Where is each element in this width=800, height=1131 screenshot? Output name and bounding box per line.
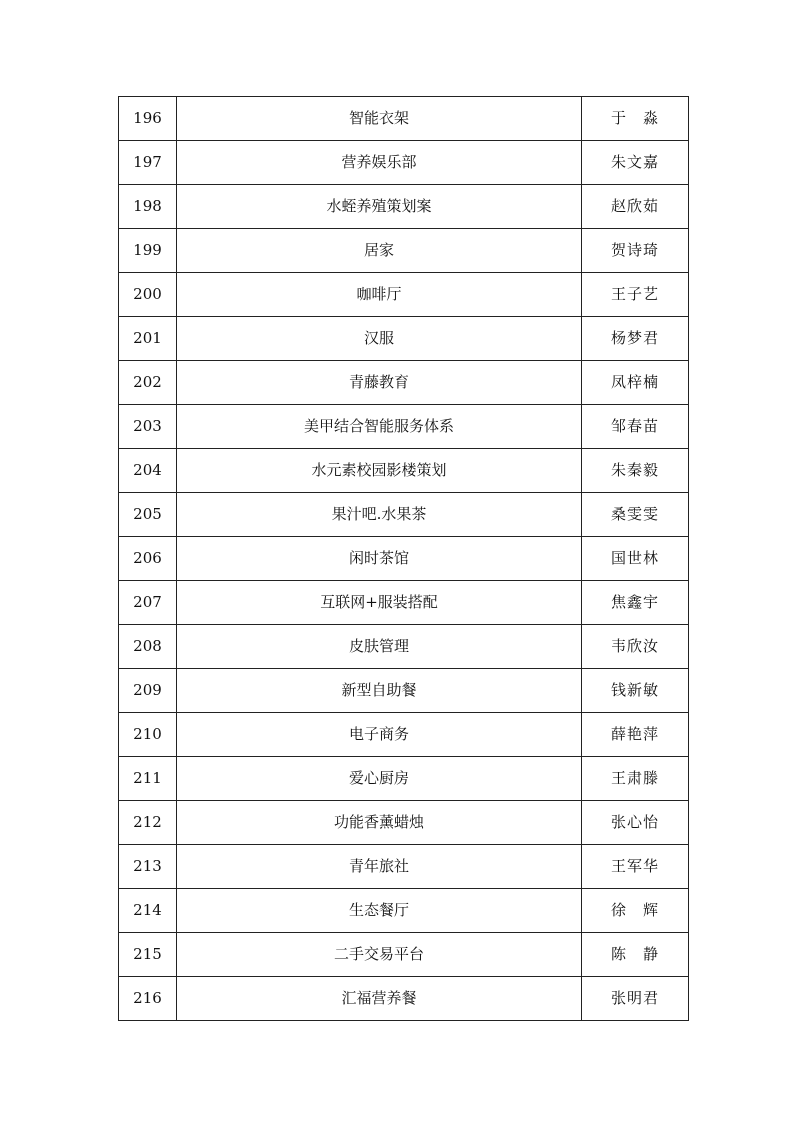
- project-name-cell: 二手交易平台: [177, 933, 582, 977]
- person-name-cell: 贺诗琦: [582, 229, 689, 273]
- project-name-cell: 居家: [177, 229, 582, 273]
- person-name-cell: 张心怡: [582, 801, 689, 845]
- row-number-cell: 209: [119, 669, 177, 713]
- person-name-cell: 陈 静: [582, 933, 689, 977]
- person-name-cell: 朱文嘉: [582, 141, 689, 185]
- project-name-cell: 生态餐厅: [177, 889, 582, 933]
- person-name-cell: 邹春苗: [582, 405, 689, 449]
- table-row: [119, 273, 689, 317]
- table-row: [119, 141, 689, 185]
- row-number-cell: 206: [119, 537, 177, 581]
- person-name-cell: 于 淼: [582, 97, 689, 141]
- project-name-cell: 青藤教育: [177, 361, 582, 405]
- table-row: [119, 933, 689, 977]
- table-row: [119, 537, 689, 581]
- person-name-cell: 王子艺: [582, 273, 689, 317]
- table-row: [119, 713, 689, 757]
- person-name-cell: 赵欣茹: [582, 185, 689, 229]
- person-name-cell: 国世林: [582, 537, 689, 581]
- row-number-cell: 198: [119, 185, 177, 229]
- row-number-cell: 204: [119, 449, 177, 493]
- project-name-cell: 皮肤管理: [177, 625, 582, 669]
- row-number-cell: 205: [119, 493, 177, 537]
- person-name-cell: 桑雯雯: [582, 493, 689, 537]
- table-row: [119, 669, 689, 713]
- person-name-cell: 杨梦君: [582, 317, 689, 361]
- project-name-cell: 汇福营养餐: [177, 977, 582, 1021]
- person-name-cell: 薛艳萍: [582, 713, 689, 757]
- project-name-cell: 青年旅社: [177, 845, 582, 889]
- person-name-cell: 钱新敏: [582, 669, 689, 713]
- project-name-cell: 功能香薰蜡烛: [177, 801, 582, 845]
- table-row: [119, 229, 689, 273]
- project-name-cell: 汉服: [177, 317, 582, 361]
- table-row: [119, 757, 689, 801]
- project-name-cell: 果汁吧.水果茶: [177, 493, 582, 537]
- table-row: [119, 317, 689, 361]
- row-number-cell: 203: [119, 405, 177, 449]
- project-roster-table: [118, 96, 689, 1021]
- project-name-cell: 爱心厨房: [177, 757, 582, 801]
- project-name-cell: 水元素校园影楼策划: [177, 449, 582, 493]
- row-number-cell: 210: [119, 713, 177, 757]
- table-row: [119, 493, 689, 537]
- person-name-cell: 焦鑫宇: [582, 581, 689, 625]
- person-name-cell: 王军华: [582, 845, 689, 889]
- table-row: [119, 801, 689, 845]
- project-name-cell: 咖啡厅: [177, 273, 582, 317]
- project-name-cell: 智能衣架: [177, 97, 582, 141]
- row-number-cell: 216: [119, 977, 177, 1021]
- person-name-cell: 朱秦毅: [582, 449, 689, 493]
- project-name-cell: 互联网+服装搭配: [177, 581, 582, 625]
- table-row: [119, 449, 689, 493]
- project-name-cell: 电子商务: [177, 713, 582, 757]
- table-row: [119, 405, 689, 449]
- row-number-cell: 212: [119, 801, 177, 845]
- project-name-cell: 水蛭养殖策划案: [177, 185, 582, 229]
- table-row: [119, 581, 689, 625]
- row-number-cell: 207: [119, 581, 177, 625]
- table-row: [119, 977, 689, 1021]
- person-name-cell: 凤梓楠: [582, 361, 689, 405]
- person-name-cell: 张明君: [582, 977, 689, 1021]
- row-number-cell: 202: [119, 361, 177, 405]
- project-name-cell: 新型自助餐: [177, 669, 582, 713]
- table-row: [119, 889, 689, 933]
- row-number-cell: 208: [119, 625, 177, 669]
- row-number-cell: 200: [119, 273, 177, 317]
- table-row: [119, 361, 689, 405]
- row-number-cell: 197: [119, 141, 177, 185]
- person-name-cell: 王肃滕: [582, 757, 689, 801]
- row-number-cell: 201: [119, 317, 177, 361]
- person-name-cell: 徐 辉: [582, 889, 689, 933]
- table-row: [119, 625, 689, 669]
- roster-table-body: [119, 97, 689, 1021]
- row-number-cell: 211: [119, 757, 177, 801]
- row-number-cell: 196: [119, 97, 177, 141]
- person-name-cell: 韦欣汝: [582, 625, 689, 669]
- row-number-cell: 199: [119, 229, 177, 273]
- project-name-cell: 闲时茶馆: [177, 537, 582, 581]
- project-name-cell: 营养娱乐部: [177, 141, 582, 185]
- project-name-cell: 美甲结合智能服务体系: [177, 405, 582, 449]
- row-number-cell: 215: [119, 933, 177, 977]
- table-row: [119, 185, 689, 229]
- row-number-cell: 213: [119, 845, 177, 889]
- row-number-cell: 214: [119, 889, 177, 933]
- table-row: [119, 97, 689, 141]
- table-row: [119, 845, 689, 889]
